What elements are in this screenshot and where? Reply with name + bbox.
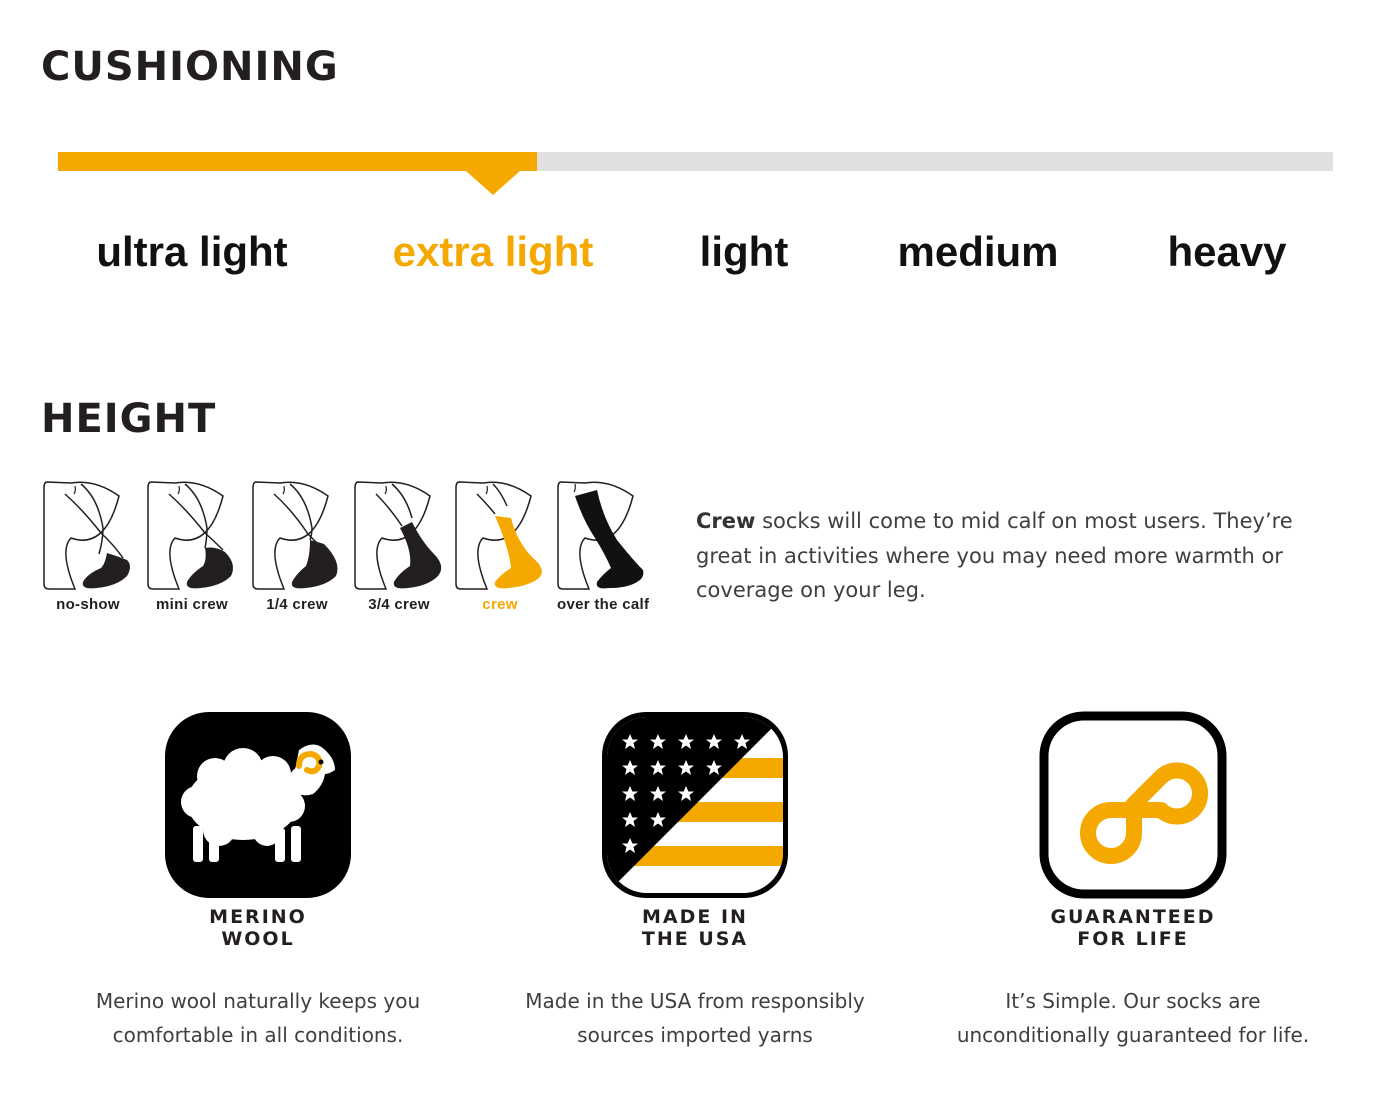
feature-text-line: comfortable in all conditions. <box>112 1023 404 1047</box>
cushioning-option-heavy[interactable]: heavy <box>1167 228 1287 275</box>
three-quarter-crew-sock-icon <box>354 478 444 590</box>
feature-title-line: FOR LIFE <box>1077 928 1189 950</box>
height-label-no-show: no-show <box>56 596 120 613</box>
height-option-quarter-crew[interactable] <box>252 478 342 613</box>
feature-guaranteed-for-life <box>913 710 1353 1052</box>
feature-text-line: sources imported yarns <box>577 1023 813 1047</box>
feature-text-line: Made in the USA from responsibly <box>525 989 865 1013</box>
feature-text-merino-wool <box>38 984 478 1052</box>
feature-title-merino-wool <box>38 906 478 950</box>
height-label-crew: crew <box>482 596 518 613</box>
feature-title-line: MADE IN <box>642 906 748 928</box>
height-label-quarter-crew: 1/4 crew <box>266 596 328 613</box>
sheep-icon <box>163 710 353 900</box>
feature-text-line: Merino wool naturally keeps you <box>95 989 421 1013</box>
feature-title-made-in-usa <box>475 906 915 950</box>
usa-flag-icon <box>600 710 790 900</box>
height-description-text: socks will come to mid calf on most users. They’re great in activities where you may need more warmth or coverage on your leg. <box>696 509 1293 602</box>
infinity-icon <box>1038 710 1228 900</box>
height-title: HEIGHT <box>41 396 217 442</box>
height-option-over-the-calf[interactable] <box>557 478 650 613</box>
feature-merino-wool <box>38 710 478 1052</box>
height-label-three-quarter-crew: 3/4 crew <box>368 596 430 613</box>
cushioning-option-extra-light[interactable]: extra light <box>392 228 594 275</box>
height-description-emphasis: Crew <box>696 509 756 533</box>
cushioning-option-medium[interactable]: medium <box>897 228 1059 275</box>
feature-title-guaranteed-for-life <box>913 906 1353 950</box>
mini-crew-sock-icon <box>147 478 237 590</box>
cushioning-pointer-icon[interactable] <box>466 171 520 195</box>
feature-text-guaranteed-for-life <box>913 984 1353 1052</box>
height-option-crew[interactable] <box>455 478 545 613</box>
crew-sock-icon <box>455 478 545 590</box>
height-label-over-the-calf: over the calf <box>557 596 650 613</box>
cushioning-option-light[interactable]: light <box>699 228 789 275</box>
height-option-three-quarter-crew[interactable] <box>354 478 444 613</box>
no-show-sock-icon <box>43 478 133 590</box>
height-option-no-show[interactable] <box>43 478 133 613</box>
feature-text-made-in-usa <box>475 984 915 1052</box>
cushioning-title: CUSHIONING <box>41 44 339 90</box>
height-option-mini-crew[interactable] <box>147 478 237 613</box>
feature-title-line: MERINO <box>209 906 307 928</box>
feature-text-line: unconditionally guaranteed for life. <box>956 1023 1310 1047</box>
cushioning-option-ultra-light[interactable]: ultra light <box>96 228 288 275</box>
height-description <box>696 504 1336 608</box>
cushioning-slider-track[interactable] <box>58 152 1333 171</box>
cushioning-levels <box>0 228 1400 288</box>
over-the-calf-sock-icon <box>557 478 647 590</box>
feature-made-in-usa <box>475 710 915 1052</box>
height-label-mini-crew: mini crew <box>156 596 228 613</box>
quarter-crew-sock-icon <box>252 478 342 590</box>
feature-title-line: GUARANTEED <box>1050 906 1216 928</box>
feature-title-line: WOOL <box>221 928 295 950</box>
feature-text-line: It’s Simple. Our socks are <box>1005 989 1261 1013</box>
cushioning-slider-fill <box>58 152 537 171</box>
feature-title-line: THE USA <box>641 928 749 950</box>
